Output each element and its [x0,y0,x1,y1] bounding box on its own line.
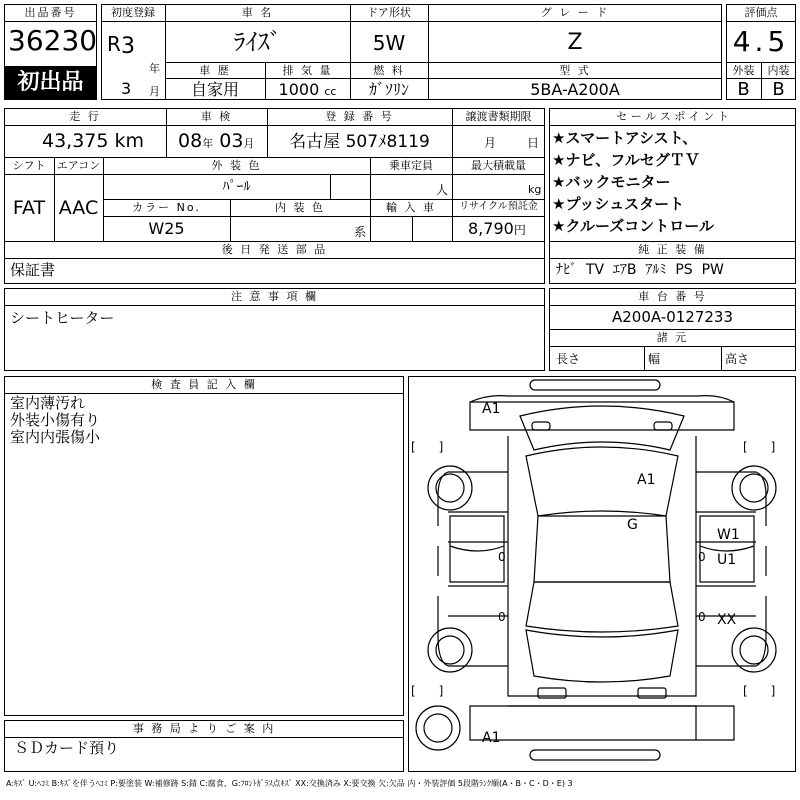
displacement-value [265,82,350,98]
later-parts-label: 後 日 発 送 部 品 [221,243,328,256]
history-label: 車 歴 [199,64,231,77]
capacity-label: 乗車定員 [389,159,433,172]
damage-mark: W1 [717,527,740,543]
door-type: 5W [372,31,406,55]
displacement: 1000 [278,80,320,99]
import-label: 輸 入 車 [386,201,436,214]
recycle-unit: 円 [513,223,526,237]
history: 自家用 [190,80,239,99]
int-score: B [772,79,785,100]
legend: A:ｷｽﾞ U:ﾍｺﾐ B:ｷｽﾞを伴うﾍｺﾐ P:要塗装 W:補修跡 S:錆 C:腐食、G:ﾌﾛﾝﾄｶﾞﾗｽ点ｷｽﾞ XX:交換済み X:要交換 欠:欠品 内・外装評価 5段階ﾗﾝｸ順(A・B・C・D・E) 3 [6,779,573,788]
inspection-value [178,132,254,151]
era: R [107,32,121,56]
mileage-label: 走 行 [69,110,101,123]
sales-point: ★スマートアシスト、 [552,129,698,147]
damage-mark: XX [717,612,737,628]
office-text: ＳＤカード預り [14,739,120,757]
inspector-line: 外装小傷有り [10,411,101,429]
door-label: ドア形状 [367,6,411,19]
int-color-label: 内 装 色 [275,201,325,214]
shift-label: シフト [12,159,46,172]
damage-mark: A1 [482,730,501,746]
reg-month-unit: 月 [149,85,160,98]
ac-label: エアコン [56,159,101,172]
fuel: ｶﾞｿﾘﾝ [368,80,409,99]
office-label: 事 務 局 よ り ご 案 内 [132,722,276,735]
reg-month: 3 [121,79,132,98]
chassis-number: A200A-0127233 [611,308,734,326]
color-no: W25 [148,219,185,238]
zero-mark: 0 [698,550,706,564]
lot-number-label: 出品番号 [24,6,77,19]
lot-number: 36230 [8,24,98,57]
width-label: 幅 [648,352,661,366]
inspection-label: 車 検 [200,110,233,123]
plate-label: 登 録 番 号 [325,110,394,123]
height-label: 高さ [725,352,750,366]
bracket-mark: [ ] [411,684,444,698]
sales-points-label: セ ー ル ス ポ イ ン ト [616,110,729,123]
score-label: 評価点 [744,6,778,19]
zero-mark: 0 [698,610,706,624]
ext-color-label: 外 装 色 [211,159,262,172]
color-no-label: カラー No. [132,201,201,214]
int-color-unit: 系 [354,225,367,239]
zero-mark: 0 [498,550,506,564]
transfer-label: 譲渡書類期限 [465,110,532,123]
score: 4.5 [732,25,790,58]
car-name: ﾗｲｽﾞ [233,28,282,56]
recycle-value [468,221,526,237]
bracket-mark: [ ] [411,440,444,454]
transfer-month-unit: 月 [484,136,497,150]
chassis-label: 車 台 番 号 [638,290,707,303]
sales-point: ★クルーズコントロール [552,217,714,235]
zero-mark: 0 [498,610,506,624]
inspector-line: 室内薄汚れ [10,394,86,412]
mileage-value [42,132,144,151]
plate: 名古屋 507ﾒ8119 [289,132,430,152]
notes-label: 注 意 事 項 欄 [231,290,318,303]
reg-year: 3 [121,34,135,59]
first-listing-badge: 初出品 [5,66,96,99]
car-name-label: 車 名 [241,6,274,19]
inspector-label: 検 査 員 記 入 欄 [151,378,257,391]
model-label: 型 式 [559,64,591,77]
displacement-unit: cc [324,85,337,98]
capacity-unit: 人 [436,183,449,197]
inspection-month: 03 [219,130,244,152]
inspection-year-unit: 年 [202,137,214,150]
ac: AAC [58,197,99,219]
grade-label: グ レ ー ド [540,6,610,19]
damage-mark: A1 [482,401,501,417]
inspection-year: 08 [178,130,203,152]
car-diagram [408,376,796,772]
inspection-month-unit: 月 [243,137,255,150]
fuel-label: 燃 料 [373,64,405,77]
sales-point: ★バックモニター [552,173,671,191]
model: 5BA-A200A [530,80,620,99]
ext-score-label: 外装 [732,64,755,77]
length-label: 長さ [556,352,581,366]
damage-mark: G [627,517,638,533]
dimensions-label: 諸 元 [656,331,689,344]
sales-point: ★プッシュスタート [552,195,685,213]
mileage: 43,375 [42,130,109,152]
load-label: 最大積載量 [471,159,526,172]
mileage-unit: km [114,130,145,152]
reg-date-label: 初度登録 [111,6,155,19]
shift: FAT [12,197,46,219]
int-score-label: 内装 [767,64,790,77]
displacement-label: 排 気 量 [282,64,333,77]
grade: Z [567,30,583,55]
notes-text: シートヒーター [10,309,115,327]
bracket-mark: [ ] [743,440,776,454]
recycle-label: リサイクル預託金 [459,201,538,212]
load-unit: kg [528,183,542,196]
genuine-equipment-label: 純 正 装 備 [638,243,707,256]
damage-mark: A1 [637,472,656,488]
transfer-day-unit: 日 [527,136,540,150]
ext-score: B [737,79,750,100]
bracket-mark: [ ] [743,684,776,698]
reg-year-unit: 年 [149,62,160,75]
sales-point: ★ナビ、フルセグＴＶ [552,151,700,169]
ext-color: ﾊﾟｰﾙ [222,179,251,195]
damage-mark: U1 [717,552,737,568]
recycle-deposit: 8,790 [468,219,514,238]
inspector-line: 室内内張傷小 [10,428,101,446]
genuine-equipment: ﾅﾋﾞ TV ｴｱB ｱﾙﾐ PS PW [556,262,724,278]
later-parts: 保証書 [10,261,56,279]
